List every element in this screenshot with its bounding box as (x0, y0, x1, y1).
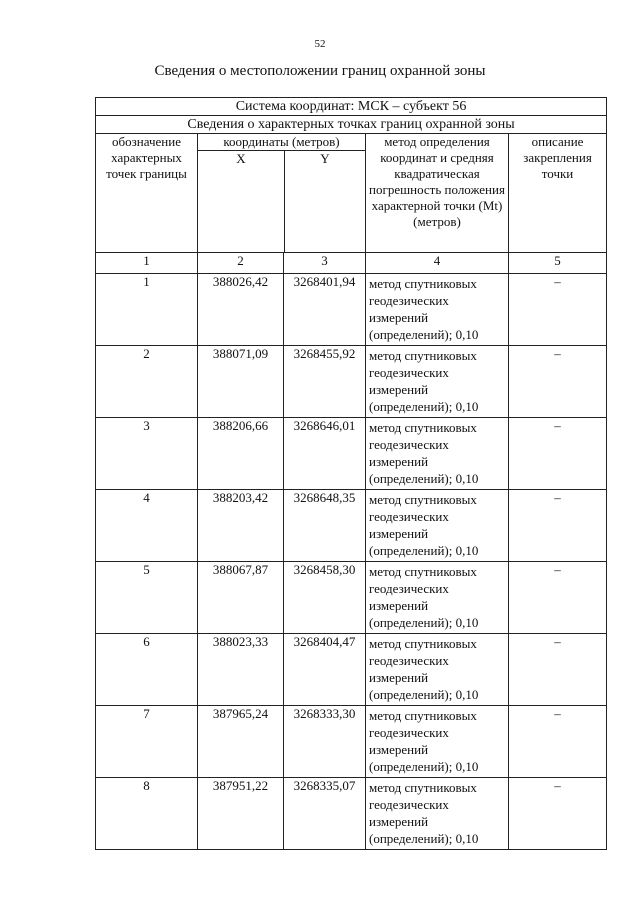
coord-y: 3268404,47 (284, 634, 366, 706)
table-row (96, 634, 607, 706)
header-coords-label: координаты (метров) (198, 134, 365, 151)
header-description: описание закрепления точки (509, 134, 607, 253)
page-title: Сведения о местоположении границ охранной зоны (154, 63, 486, 79)
point-id: 4 (96, 490, 198, 562)
header-method: метод определения координат и средняя квадратическая погрешность положения характерной точки (Mt) (метров) (366, 134, 509, 253)
page-number: 52 (314, 38, 326, 50)
coord-x: 387965,24 (198, 706, 284, 778)
column-number-4: 4 (366, 253, 509, 274)
description-dash: – (509, 490, 607, 562)
column-numbers-row (96, 253, 607, 274)
header-x: X (198, 151, 285, 252)
point-id: 1 (96, 274, 198, 346)
description-dash: – (509, 346, 607, 418)
method-text: метод спутниковых геодезических измерений (определений); 0,10 (366, 634, 509, 706)
header-row (96, 134, 607, 253)
point-id: 6 (96, 634, 198, 706)
method-text: метод спутниковых геодезических измерений (определений); 0,10 (366, 706, 509, 778)
coord-x: 388026,42 (198, 274, 284, 346)
table-row (96, 346, 607, 418)
table-row (96, 706, 607, 778)
boundary-points-table (95, 97, 607, 850)
table-row (96, 418, 607, 490)
method-text: метод спутниковых геодезических измерений (определений); 0,10 (366, 274, 509, 346)
method-text: метод спутниковых геодезических измерений (определений); 0,10 (366, 490, 509, 562)
description-dash: – (509, 274, 607, 346)
description-dash: – (509, 634, 607, 706)
section-title-cell: Сведения о характерных точках границ охранной зоны (96, 116, 607, 134)
coord-y: 3268648,35 (284, 490, 366, 562)
coord-x: 388206,66 (198, 418, 284, 490)
table-row (96, 274, 607, 346)
description-dash: – (509, 562, 607, 634)
table-row (96, 490, 607, 562)
table-row (96, 778, 607, 850)
description-dash: – (509, 778, 607, 850)
coord-y: 3268646,01 (284, 418, 366, 490)
column-number-1: 1 (96, 253, 198, 274)
coord-y: 3268333,30 (284, 706, 366, 778)
coordinate-system-row (96, 98, 607, 116)
point-id: 8 (96, 778, 198, 850)
column-number-3: 3 (284, 253, 366, 274)
coord-x: 388023,33 (198, 634, 284, 706)
coord-y: 3268335,07 (284, 778, 366, 850)
description-dash: – (509, 418, 607, 490)
header-point: обозначение характерных точек границы (96, 134, 198, 253)
column-number-2: 2 (198, 253, 284, 274)
method-text: метод спутниковых геодезических измерений (определений); 0,10 (366, 562, 509, 634)
coord-x: 388071,09 (198, 346, 284, 418)
coord-x: 388067,87 (198, 562, 284, 634)
coord-x: 388203,42 (198, 490, 284, 562)
header-y: Y (320, 151, 330, 166)
method-text: метод спутниковых геодезических измерений (определений); 0,10 (366, 418, 509, 490)
header-coords (198, 134, 366, 253)
method-text: метод спутниковых геодезических измерений (определений); 0,10 (366, 346, 509, 418)
point-id: 7 (96, 706, 198, 778)
coord-y: 3268401,94 (284, 274, 366, 346)
column-number-5: 5 (509, 253, 607, 274)
method-text: метод спутниковых геодезических измерений (определений); 0,10 (366, 778, 509, 850)
coord-y: 3268455,92 (284, 346, 366, 418)
point-id: 3 (96, 418, 198, 490)
coordinate-system-cell: Система координат: МСК – субъект 56 (96, 98, 607, 116)
coord-y: 3268458,30 (284, 562, 366, 634)
point-id: 2 (96, 346, 198, 418)
description-dash: – (509, 706, 607, 778)
header-coords-sub (198, 151, 365, 252)
coord-x: 387951,22 (198, 778, 284, 850)
table-row (96, 562, 607, 634)
section-title-row (96, 116, 607, 134)
point-id: 5 (96, 562, 198, 634)
